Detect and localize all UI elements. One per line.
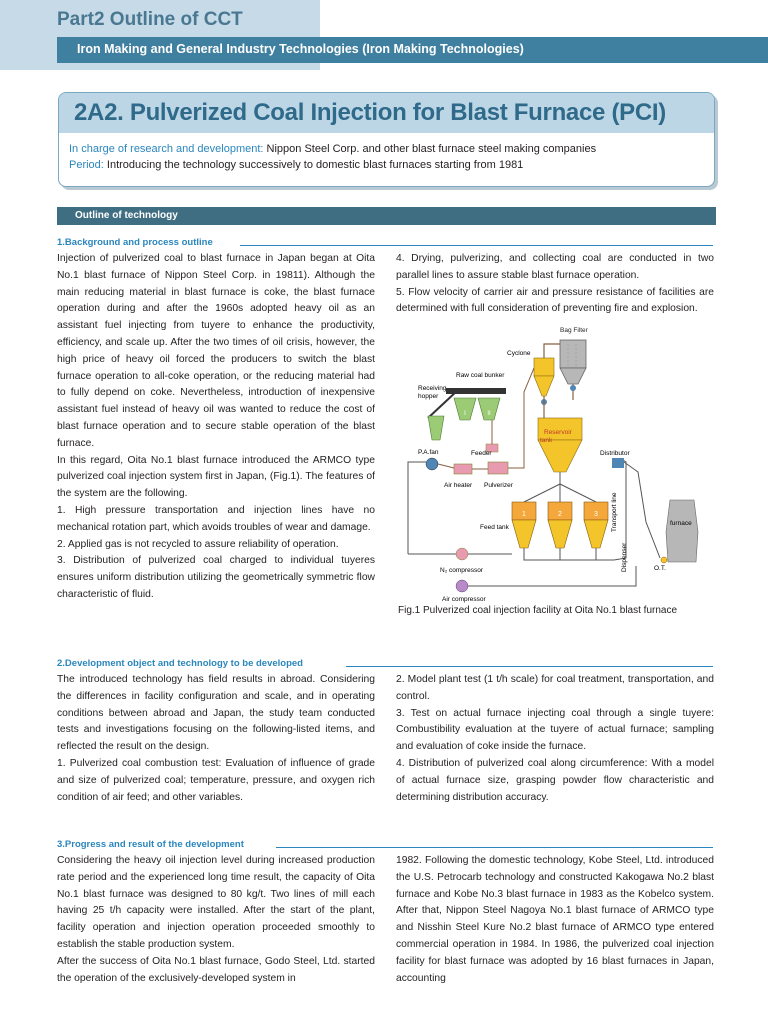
label-reservoir: Reservoir bbox=[544, 429, 572, 436]
paragraph: The introduced technology has field results in abroad. Considering the differences in facility configuration and scale, and in operating conditions between abroad and Japan, the study team conducted tests and investigations focusing on the following-listed items, and reflected the result on the design. bbox=[57, 674, 375, 753]
label-air-compressor: Air compressor bbox=[442, 596, 486, 603]
section3-rule bbox=[276, 847, 713, 848]
feed-tank-label-2: 2 bbox=[558, 511, 562, 518]
category-bar bbox=[57, 37, 768, 63]
paragraph: In this regard, Oita No.1 blast furnace introduced the ARMCO type pulverized coal injection system first in Japan, (Fig.1). The features of the system are the following. bbox=[57, 454, 375, 500]
tuyere bbox=[661, 557, 667, 563]
pulverizer bbox=[488, 462, 508, 474]
blast-furnace bbox=[666, 500, 698, 562]
bunker-label-1: I bbox=[464, 411, 466, 417]
category-title: Iron Making and General Industry Technologies (Iron Making Technologies) bbox=[77, 42, 524, 56]
section2-left-column bbox=[57, 672, 375, 806]
cyclone-body bbox=[534, 358, 554, 376]
period-value: Introducing the technology successively to domestic blast furnaces starting from 1981 bbox=[103, 159, 524, 171]
paragraph: After the success of Oita No.1 blast furnace, Godo Steel, Ltd. started the operation of the exclusively-developed system in bbox=[57, 955, 375, 984]
section3-heading: 3.Progress and result of the development bbox=[57, 839, 244, 850]
pci-facility-diagram bbox=[398, 322, 718, 612]
outline-bar-label: Outline of technology bbox=[75, 210, 178, 221]
bunker-label-2: II bbox=[487, 411, 491, 417]
figure-caption: Fig.1 Pulverized coal injection facility at Oita No.1 blast furnace bbox=[398, 605, 678, 616]
rotary-valve bbox=[570, 385, 576, 391]
feed-tank-1-cone bbox=[512, 520, 536, 548]
distributor bbox=[612, 458, 624, 468]
label-hopper: hopper bbox=[418, 393, 439, 400]
section1-left-column bbox=[57, 251, 375, 604]
feed-tank-3-cone bbox=[584, 520, 608, 548]
paragraph: 3. Test on actual furnace injecting coal through a single tuyere: Combustibility evaluation at the tuyere of actual furnace; sampling and evaluation of coke inside the furnace. bbox=[396, 707, 714, 753]
label-transport-line: Transport line bbox=[611, 492, 618, 532]
paragraph: 2. Model plant test (1 t/h scale) for coal treatment, transportation, and control. bbox=[396, 674, 714, 702]
label-air-heater: Air heater bbox=[444, 482, 473, 489]
paragraph: 1. High pressure transportation and injection lines have no mechanical rotation part, which avoids troubles of wear and damage. bbox=[57, 504, 375, 533]
paragraph: 4. Distribution of pulverized coal along circumference: With a model of actual furnace size, grasping powder flow characteristic and determining distribution accuracy. bbox=[396, 757, 714, 803]
bag-filter-body bbox=[560, 340, 586, 368]
label-tank: tank bbox=[540, 437, 553, 444]
air-heater bbox=[454, 464, 472, 474]
label-distributor: Distributor bbox=[600, 450, 630, 457]
paragraph: 1. Pulverized coal combustion test: Evaluation of influence of grade and size of pulverized coal; temperature, pressure, and oxygen rich condition of air feed; and other variables. bbox=[57, 757, 375, 803]
paragraph: 3. Distribution of pulverized coal charged to individual tuyeres ensures uniform distribution utilizing the geometrically symmetric flow characteristic of fluid. bbox=[57, 555, 375, 600]
label-n2-compressor: N₂ compressor bbox=[440, 567, 483, 574]
section3-left-column bbox=[57, 853, 375, 987]
section2-rule bbox=[346, 666, 713, 667]
charge-line bbox=[69, 143, 596, 155]
section3-right-column bbox=[396, 853, 714, 987]
reservoir-tank-cone bbox=[538, 440, 582, 472]
charge-value: Nippon Steel Corp. and other blast furnace steel making companies bbox=[263, 143, 597, 155]
bag-filter-cone bbox=[560, 368, 586, 384]
label-receiving: Receiving bbox=[418, 385, 447, 392]
feed-tank-label-1: 1 bbox=[522, 511, 526, 518]
label-pa-fan: P.A.fan bbox=[418, 449, 439, 456]
label-dispenser: Dispenser bbox=[621, 542, 628, 572]
air-compressor bbox=[456, 580, 468, 592]
paragraph: 5. Flow velocity of carrier air and pressure resistance of facilities are determined with full consideration of preventing fire and explosion. bbox=[396, 286, 714, 315]
paragraph: 4. Drying, pulverizing, and collecting coal are conducted in two parallel lines to assure stable blast furnace operation. bbox=[396, 253, 714, 281]
receiving-hopper bbox=[428, 416, 444, 440]
n2-compressor bbox=[456, 548, 468, 560]
period-line bbox=[69, 159, 523, 171]
charge-label: In charge of research and development: bbox=[69, 143, 264, 155]
diagram-svg bbox=[398, 322, 718, 612]
paragraph: Considering the heavy oil injection level during increased production rate period and the experienced long time result, the capacity of Oita No.1 blast furnace was designed to 80 kg/t. Two lines of mill each having 25 t/h capacity were installed. After the start of the plant, facility operation and injection operation proceeded smoothly to establish the stable production system. bbox=[57, 855, 375, 950]
label-pulverizer: Pulverizer bbox=[484, 482, 513, 489]
outline-bar bbox=[57, 207, 716, 225]
section1-rule bbox=[240, 245, 713, 246]
cyclone-cone bbox=[534, 376, 554, 396]
section2-right-column bbox=[396, 672, 714, 806]
feed-tank-2-cone bbox=[548, 520, 572, 548]
label-furnace: furnace bbox=[670, 520, 692, 527]
pa-fan bbox=[426, 458, 438, 470]
feed-tank-label-3: 3 bbox=[594, 511, 598, 518]
paragraph: 2. Applied gas is not recycled to assure reliability of operation. bbox=[57, 538, 339, 550]
page-title: 2A2. Pulverized Coal Injection for Blast Furnace (PCI) bbox=[74, 99, 666, 126]
title-box bbox=[58, 92, 715, 187]
label-bag-filter: Bag Filter bbox=[560, 327, 588, 334]
paragraph: 1982. Following the domestic technology, Kobe Steel, Ltd. introduced the U.S. Petrocarb technology and constructed Kakogawa No.2 blast furnace and Kobe No.3 blast furnace in 1983 as the Kobelco system. After that, Nippon Steel Nagoya No.1 blast furnace of ARMCO type and Nisshin Steel Kure No.2 blast furnace of ARMCO type entered commercial operation in 1984. In 1986, the pulverized coal injection facility for blast furnace was adopted by 16 blast furnaces in Japan, accounting bbox=[396, 855, 714, 984]
label-ot: O.T. bbox=[654, 565, 666, 572]
label-cyclone: Cyclone bbox=[507, 350, 531, 357]
label-feeder: Feeder bbox=[471, 450, 492, 457]
section1-right-column bbox=[396, 251, 714, 318]
section2-heading: 2.Development object and technology to be developed bbox=[57, 658, 303, 669]
part-title: Part2 Outline of CCT bbox=[57, 9, 243, 30]
period-label: Period: bbox=[69, 159, 104, 171]
label-feed-tank: Feed tank bbox=[480, 524, 509, 531]
label-raw-coal-bunker: Raw coal bunker bbox=[456, 372, 505, 379]
section1-heading: 1.Background and process outline bbox=[57, 237, 213, 248]
paragraph: Injection of pulverized coal to blast furnace in Japan began at Oita No.1 blast furnace of Nippon Steel Corp. in 19811). Although the main reducing material in blast furnace is coke, the blast furnace operation during and after the 1960s adopted heavy oil as an assistant fuel injecting from tuyere to enhance the productivity, efficiency, and scale up. After the two times of oil crisis, however, the high price of heavy oil forced the producers to switch the blast furnace operation to all-coke operation, or the reducing material had to fully depend on coke. Nevertheless, introduction of inexpensive assistant fuel instead of heavy oil was wanted to reduce the cost of blast furnace operation and to secure stable operation of the blast furnace. bbox=[57, 253, 375, 449]
